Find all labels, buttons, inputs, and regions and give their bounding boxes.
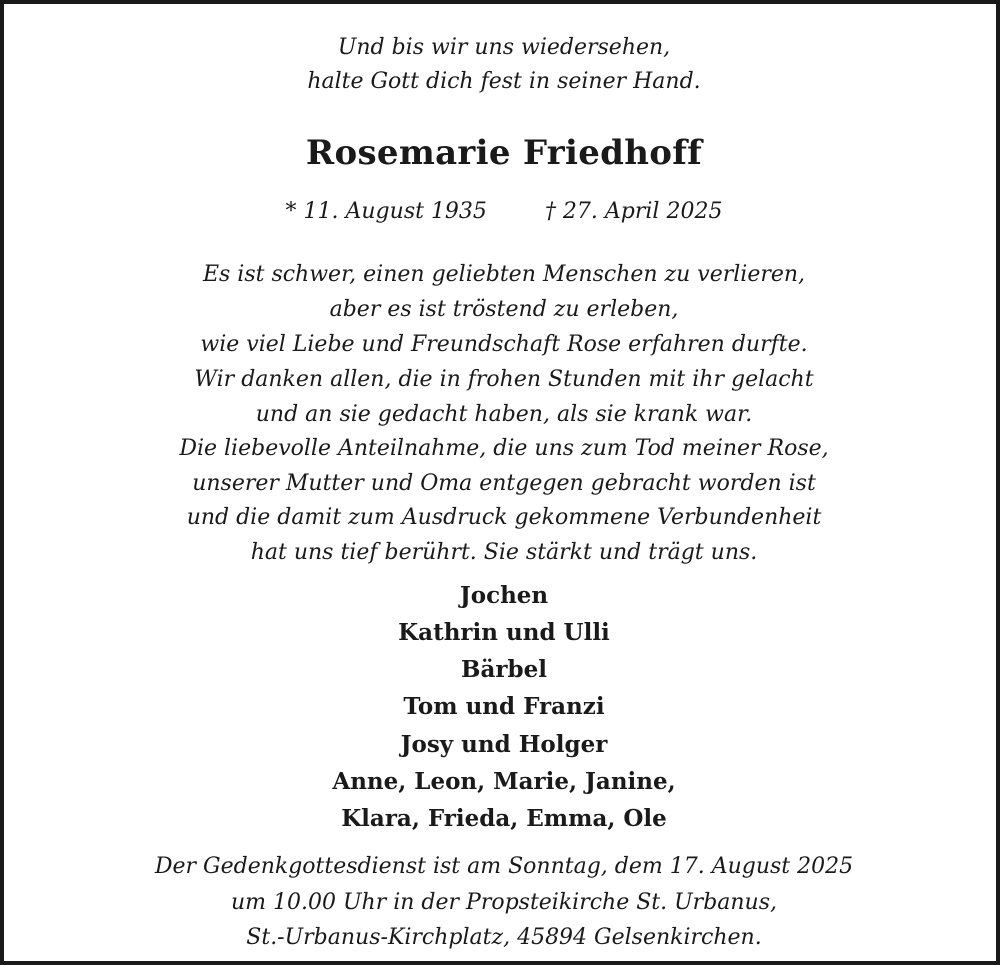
family-line-5: Josy und Holger xyxy=(400,731,608,758)
family-line-6: Anne, Leon, Marie, Janine, xyxy=(332,768,676,795)
message-line-2: aber es ist tröstend zu erleben, xyxy=(329,297,679,322)
family-line-3: Bärbel xyxy=(461,656,547,683)
service-line-1: Der Gedenkgottesdienst ist am Sonntag, dem 17. August 2025 xyxy=(154,854,854,879)
death-date: † 27. April 2025 xyxy=(544,199,723,224)
verse-line-2: halte Gott dich fest in seiner Hand. xyxy=(307,69,701,94)
family-line-2: Kathrin und Ulli xyxy=(398,619,610,646)
life-dates xyxy=(4,201,1000,223)
message-line-9: hat uns tief berührt. Sie stärkt und trägt uns. xyxy=(250,540,758,565)
family-line-4: Tom und Franzi xyxy=(403,693,605,720)
message-line-4: Wir danken allen, die in frohen Stunden mit ihr gelacht xyxy=(194,367,814,392)
message-line-5: und an sie gedacht haben, als sie krank war. xyxy=(255,402,753,427)
service-line-3: St.-Urbanus-Kirchplatz, 45894 Gelsenkirchen. xyxy=(246,925,762,950)
deceased-name: Rosemarie Friedhoff xyxy=(305,133,703,173)
service-line-2: um 10.00 Uhr in der Propsteikirche St. Urbanus, xyxy=(230,890,778,915)
verse-line-1: Und bis wir uns wiedersehen, xyxy=(337,35,671,60)
family-line-7: Klara, Frieda, Emma, Ole xyxy=(341,805,667,832)
family-line-1: Jochen xyxy=(459,582,549,609)
birth-date: * 11. August 1935 xyxy=(285,199,487,224)
message-line-6: Die liebevolle Anteilnahme, die uns zum Tod meiner Rose, xyxy=(179,436,829,461)
message-line-7: unserer Mutter und Oma entgegen gebracht worden ist xyxy=(192,471,816,496)
message-line-8: und die damit zum Ausdruck gekommene Verbundenheit xyxy=(186,505,822,530)
message-line-1: Es ist schwer, einen geliebten Menschen zu verlieren, xyxy=(202,262,806,287)
message-line-3: wie viel Liebe und Freundschaft Rose erfahren durfte. xyxy=(200,332,808,357)
